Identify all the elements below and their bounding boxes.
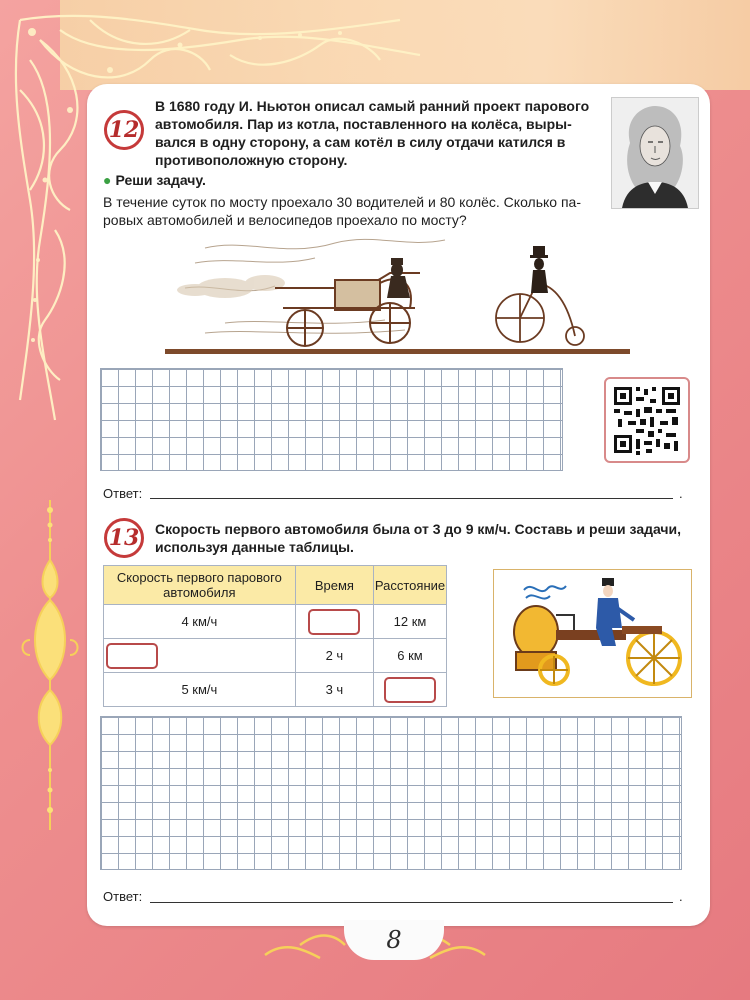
task-12-badge (104, 110, 144, 150)
table-header-time: Время (295, 566, 373, 605)
table-cell: 2 ч (295, 639, 373, 673)
table-cell-blank[interactable] (374, 673, 447, 707)
qr-code[interactable] (604, 377, 690, 463)
table-cell: 4 км/ч (104, 605, 296, 639)
table-row (104, 639, 447, 673)
blank-answer-box[interactable] (308, 609, 360, 635)
blank-answer-box[interactable] (106, 643, 158, 669)
task-12-answer-label (103, 486, 142, 501)
page-number: 8 (386, 926, 402, 954)
bullet-icon: ● (103, 172, 112, 188)
task-12-intro-line: вался в одну сторону, а сам котёл в силу отдачи катился в (155, 134, 566, 150)
task-12-intro (155, 97, 600, 169)
task-13-answer-label (103, 889, 142, 904)
answer-label: Ответ: (103, 889, 143, 904)
task-13-intro (155, 520, 695, 556)
task-12-answer-line[interactable] (150, 498, 673, 499)
steam-car-and-bicycle-illustration (165, 228, 630, 358)
task-12-problem-line: ровых автомобилей и велосипедов проехало по мосту? (103, 212, 467, 228)
task-12-number: 12 (108, 117, 140, 143)
answer-period: . (679, 889, 683, 904)
task-13-intro-line: используя данные таблицы. (155, 539, 354, 555)
table-cell-blank[interactable] (295, 605, 373, 639)
top-glow (60, 0, 750, 90)
table-cell: 6 км (374, 639, 447, 673)
task-12-intro-line: автомобиля. Пар из котла, поставленного на колёса, выры- (155, 116, 572, 132)
task-12-problem-line: В течение суток по мосту проехало 30 водителей и 80 колёс. Сколько па- (103, 194, 581, 210)
speed-time-distance-table (103, 565, 447, 707)
steam-machine-illustration (493, 569, 692, 698)
task-12-instruction-text: Реши задачу. (115, 172, 206, 188)
answer-label: Ответ: (103, 486, 143, 501)
table-cell: 5 км/ч (104, 673, 296, 707)
table-header-row (104, 566, 447, 605)
task-13-answer-line[interactable] (150, 902, 673, 903)
table-header-speed: Скорость первого парового автомобиля (104, 566, 296, 605)
task-12-intro-line: противоположную сторону. (155, 152, 348, 168)
newton-portrait (611, 97, 699, 209)
table-row (104, 673, 447, 707)
table-cell: 12 км (374, 605, 447, 639)
task-13-work-grid[interactable] (100, 716, 682, 870)
task-13-answer-end (679, 889, 683, 904)
task-12-work-grid[interactable] (100, 368, 563, 471)
task-12-problem (103, 193, 593, 229)
task-12-answer-end (679, 486, 683, 501)
task-13-number: 13 (108, 525, 140, 551)
answer-period: . (679, 486, 683, 501)
table-header-distance: Расстояние (374, 566, 447, 605)
task-13-badge (104, 518, 144, 558)
task-13-intro-line: Скорость первого автомобиля была от 3 до 9 км/ч. Составь и реши задачи, (155, 521, 682, 537)
table-row (104, 605, 447, 639)
blank-answer-box[interactable] (384, 677, 436, 703)
task-12-instruction (103, 171, 206, 189)
task-12-intro-line: В 1680 году И. Ньютон описал самый ранний проект парового (155, 98, 590, 114)
table-cell-blank[interactable] (104, 639, 296, 673)
table-cell: 3 ч (295, 673, 373, 707)
